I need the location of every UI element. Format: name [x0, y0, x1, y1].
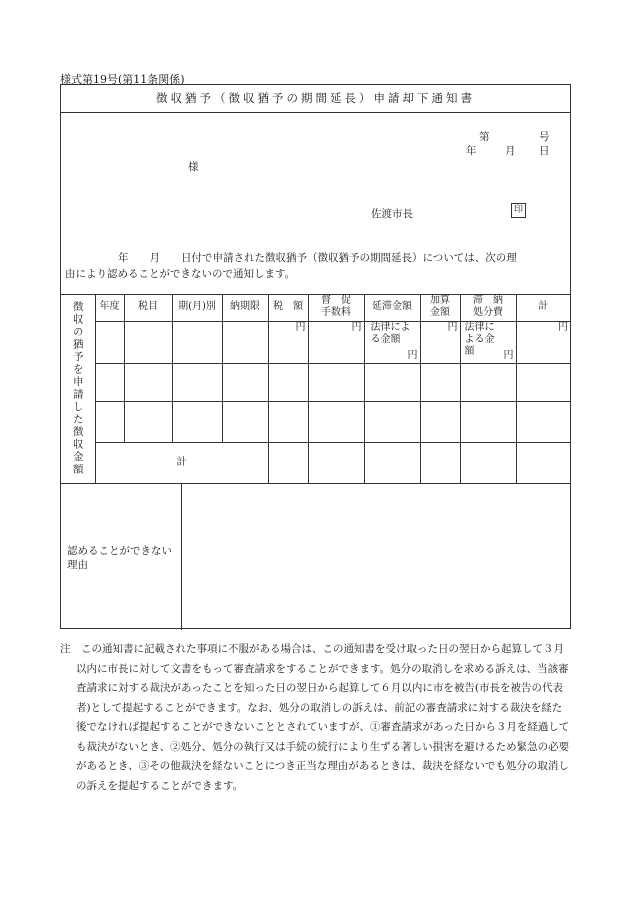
reason-label: 認めることができない理由 — [67, 545, 172, 571]
table-row — [61, 363, 570, 401]
header-demand-fee: 督 促 手数料 — [308, 294, 364, 321]
number-dai: 第 — [479, 131, 490, 143]
notice-title: 徴収猶予（徴収猶予の期間延長）申請却下通知書 — [156, 91, 475, 105]
header-period: 期(月)別 — [172, 294, 222, 321]
date-month: 月 — [505, 145, 516, 157]
header-tax-amount: 税 額 — [268, 294, 308, 321]
date-day: 日 — [539, 145, 550, 157]
addressee-honorific: 様 — [188, 161, 199, 173]
yen-unit: 円 — [420, 321, 460, 363]
law-amount-text: 法律による金額 — [370, 321, 411, 345]
yen-unit: 円 — [503, 349, 514, 361]
appeal-note-text: 注 この通知書に記載された事項に不服がある場合は、この通知書を受け取った日の翌日から起算して３月以内に市長に対して文書をもって審査請求をすることができます。処分の取消しを求める訴えは、当該審査請求に対する裁決があったことを知った日の翌日から起算して６月以内に市を被告(市長を被告の代表者)として提起することができます。なお、処分の取消しの訴えは、前記の審査請求に対する裁決を経た後でなければ提起することができないこととされていますが、①審査請求があった日から３月を経過しても裁決がないとき、②処分、処分の執行又は手続の続行により生ずる著しい損害を避けるため緊急の必要があるとき、③その他裁決を経ないことにつき正当な理由があるときは、裁決を経ないでも処分の取消しの訴えを提起することができます。 — [60, 643, 570, 792]
header-additional: 加算 金額 — [420, 294, 460, 321]
body-line-2: 由により認めることができないので通知します。 — [65, 268, 296, 280]
header-delinquency: 延滞金額 — [364, 294, 420, 321]
header-disposition-fee: 滞 納 処分費 — [460, 294, 516, 321]
table-row — [61, 401, 570, 442]
law-amount-text: 法律による金額 — [464, 321, 495, 357]
law-amount-cell — [460, 321, 516, 363]
yen-unit: 円 — [516, 321, 570, 363]
header-tax-item: 税目 — [124, 294, 172, 321]
table-total-row — [61, 442, 570, 483]
yen-unit: 円 — [308, 321, 364, 363]
yen-unit: 円 — [268, 321, 308, 363]
body-line-1: 年 月 日付で申請された徴収猶予（徴収猶予の期間延長）については、次の理 — [118, 252, 517, 264]
notice-form — [60, 84, 571, 629]
law-amount-cell — [364, 321, 420, 363]
seal-mark: 印 — [511, 203, 526, 218]
header-year: 年度 — [95, 294, 124, 321]
issuer-name: 佐渡市長 — [371, 208, 413, 220]
form-number-label: 様式第19号(第11条関係) — [60, 73, 185, 86]
header-total: 計 — [516, 294, 570, 321]
appeal-note — [60, 640, 572, 796]
reason-label-cell — [61, 483, 182, 630]
table-side-label: 徴収の猶予を申請した徴収金額 — [71, 300, 84, 476]
yen-unit: 円 — [407, 349, 418, 361]
total-label: 計 — [95, 442, 268, 483]
amount-table — [61, 294, 570, 484]
date-year: 年 — [466, 145, 477, 157]
table-side-label-cell — [61, 294, 95, 483]
table-row — [61, 321, 570, 363]
header-due-date: 納期限 — [222, 294, 268, 321]
number-go: 号 — [539, 131, 550, 143]
title-divider — [61, 112, 570, 113]
